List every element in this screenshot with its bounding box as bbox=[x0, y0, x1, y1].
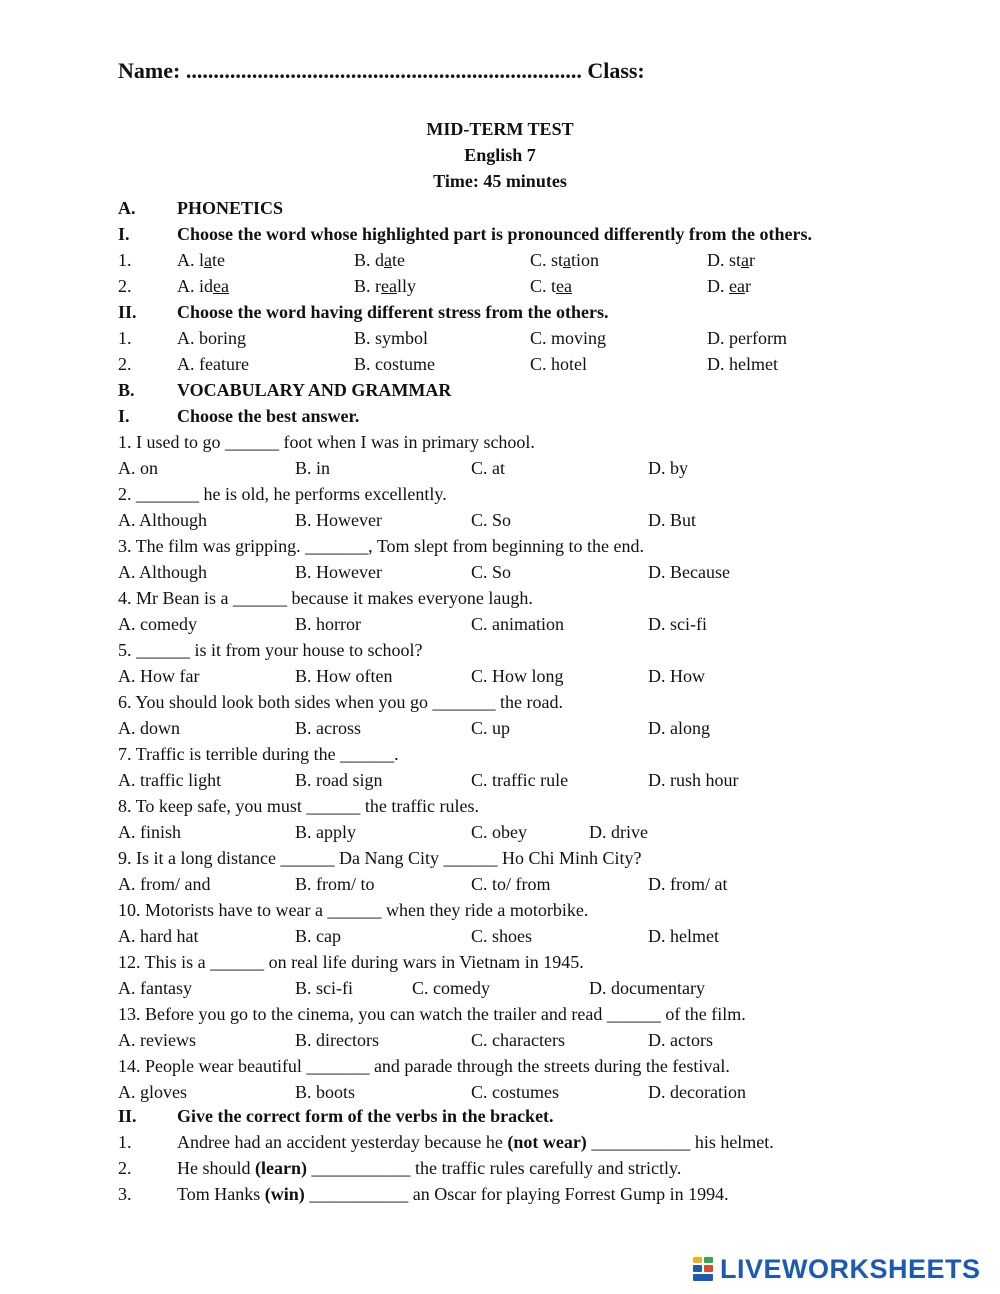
option-b[interactable]: B. How often bbox=[295, 666, 393, 686]
liveworksheets-logo-icon bbox=[692, 1256, 716, 1282]
option-b[interactable]: B. across bbox=[295, 718, 361, 738]
option-c[interactable]: C. up bbox=[471, 718, 511, 738]
option-b[interactable]: B. boots bbox=[295, 1082, 356, 1102]
phonetics-question-1: 1. A. late B. date C. station D. star bbox=[118, 250, 756, 270]
question-6-text: 6. You should look both sides when you go _______ the road. bbox=[118, 692, 563, 712]
stress-question-2: 2. A. feature B. costume C. hotel D. helmet bbox=[118, 354, 778, 374]
option-c[interactable]: C. How long bbox=[471, 666, 564, 686]
option-c[interactable]: C. obey bbox=[471, 822, 527, 842]
option-d[interactable]: D. sci-fi bbox=[648, 614, 707, 634]
option-c[interactable]: C. tea bbox=[530, 276, 572, 296]
answer-blank[interactable]: ___________ an Oscar for playing Forrest Gump in 1994. bbox=[304, 1184, 729, 1204]
name-class-line bbox=[118, 58, 645, 84]
question-1-text: 1. I used to go ______ foot when I was in primary school. bbox=[118, 432, 535, 452]
brand-name: LIVEWORKSHEETS bbox=[720, 1253, 981, 1284]
option-d[interactable]: D. drive bbox=[589, 822, 648, 842]
question-5-text: 5. ______ is it from your house to school? bbox=[118, 640, 423, 660]
option-c[interactable]: C. comedy bbox=[412, 978, 490, 998]
option-a[interactable]: A. feature bbox=[177, 354, 249, 374]
question-12-text: 13. Before you go to the cinema, you can watch the trailer and read ______ of the film. bbox=[118, 1004, 746, 1024]
option-d[interactable]: D. along bbox=[648, 718, 710, 738]
option-d[interactable]: D. decoration bbox=[648, 1082, 746, 1102]
option-d[interactable]: D. But bbox=[648, 510, 697, 530]
test-title: MID-TERM TEST bbox=[426, 119, 574, 139]
option-a[interactable]: A. on bbox=[118, 458, 158, 478]
answer-blank[interactable]: ___________ his helmet. bbox=[586, 1132, 774, 1152]
option-c[interactable]: C. So bbox=[471, 510, 512, 530]
option-d[interactable]: D. helmet bbox=[707, 354, 778, 374]
verb-form-item-1: 1. Andree had an accident yesterday because he (not wear) ___________ his helmet. bbox=[118, 1132, 774, 1152]
option-a[interactable]: A. hard hat bbox=[118, 926, 199, 946]
question-4-text: 4. Mr Bean is a ______ because it makes everyone laugh. bbox=[118, 588, 533, 608]
question-11-text: 12. This is a ______ on real life during wars in Vietnam in 1945. bbox=[118, 952, 584, 972]
option-c[interactable]: C. characters bbox=[471, 1030, 565, 1050]
section-a-heading: A. PHONETICS bbox=[118, 198, 284, 218]
option-a[interactable]: A. from/ and bbox=[118, 874, 211, 894]
option-a[interactable]: A. reviews bbox=[118, 1030, 196, 1050]
option-d[interactable]: D. documentary bbox=[589, 978, 705, 998]
option-a[interactable]: A. down bbox=[118, 718, 180, 738]
section-b-part-i-instruction: I. Choose the best answer. bbox=[118, 406, 360, 426]
option-c[interactable]: C. shoes bbox=[471, 926, 533, 946]
option-c[interactable]: C. traffic rule bbox=[471, 770, 569, 790]
option-d[interactable]: D. star bbox=[707, 250, 756, 270]
option-d[interactable]: D. How bbox=[648, 666, 705, 686]
option-a[interactable]: A. fantasy bbox=[118, 978, 192, 998]
class-label: Class: bbox=[587, 58, 645, 83]
verb-form-item-2: 2. He should (learn) ___________ the traffic rules carefully and strictly. bbox=[118, 1158, 682, 1178]
option-a[interactable]: A. comedy bbox=[118, 614, 197, 634]
name-label: Name: bbox=[118, 58, 181, 83]
option-a[interactable]: A. finish bbox=[118, 822, 181, 842]
question-7-text: 7. Traffic is terrible during the ______. bbox=[118, 744, 399, 764]
option-a[interactable]: A. Although bbox=[118, 510, 208, 530]
test-time: Time: 45 minutes bbox=[433, 171, 567, 191]
option-d[interactable]: D. perform bbox=[707, 328, 787, 348]
option-a[interactable]: A. idea bbox=[177, 276, 229, 296]
option-b[interactable]: B. really bbox=[354, 276, 416, 296]
option-c[interactable]: C. animation bbox=[471, 614, 564, 634]
option-b[interactable]: B. sci-fi bbox=[295, 978, 353, 998]
section-a-part-ii-instruction: II. Choose the word having different stress from the others. bbox=[118, 302, 609, 322]
option-b[interactable]: B. costume bbox=[354, 354, 435, 374]
option-c[interactable]: C. costumes bbox=[471, 1082, 559, 1102]
option-a[interactable]: A. late bbox=[177, 250, 225, 270]
name-dots[interactable]: ........................................................................ bbox=[185, 58, 582, 83]
question-10-text: 10. Motorists have to wear a ______ when they ride a motorbike. bbox=[118, 900, 589, 920]
option-c[interactable]: C. at bbox=[471, 458, 505, 478]
option-a[interactable]: A. traffic light bbox=[118, 770, 222, 790]
option-b[interactable]: B. from/ to bbox=[295, 874, 375, 894]
question-13-text: 14. People wear beautiful _______ and parade through the streets during the festival. bbox=[118, 1056, 730, 1076]
test-subject: English 7 bbox=[464, 145, 536, 165]
option-d[interactable]: D. ear bbox=[707, 276, 751, 296]
option-b[interactable]: B. However bbox=[295, 510, 382, 530]
option-d[interactable]: D. actors bbox=[648, 1030, 713, 1050]
option-d[interactable]: D. rush hour bbox=[648, 770, 739, 790]
option-d[interactable]: D. from/ at bbox=[648, 874, 728, 894]
question-3-text: 3. The film was gripping. _______, Tom slept from beginning to the end. bbox=[118, 536, 645, 556]
option-b[interactable]: B. symbol bbox=[354, 328, 429, 348]
option-c[interactable]: C. hotel bbox=[530, 354, 587, 374]
option-b[interactable]: B. apply bbox=[295, 822, 356, 842]
stress-question-1: 1. A. boring B. symbol C. moving D. perform bbox=[118, 328, 787, 348]
answer-blank[interactable]: ___________ the traffic rules carefully and strictly. bbox=[306, 1158, 682, 1178]
phonetics-question-2: 2. A. idea B. really C. tea D. ear bbox=[118, 276, 751, 296]
option-c[interactable]: C. station bbox=[530, 250, 600, 270]
section-b-part-ii-instruction: II. Give the correct form of the verbs in the bracket. bbox=[118, 1106, 554, 1126]
option-a[interactable]: A. gloves bbox=[118, 1082, 187, 1102]
option-b[interactable]: B. in bbox=[295, 458, 331, 478]
question-2-text: 2. _______ he is old, he performs excellently. bbox=[118, 484, 447, 504]
liveworksheets-logo bbox=[692, 1254, 981, 1284]
option-a[interactable]: A. How far bbox=[118, 666, 200, 686]
option-d[interactable]: D. Because bbox=[648, 562, 730, 582]
verb-form-item-3: 3. Tom Hanks (win) ___________ an Oscar for playing Forrest Gump in 1994. bbox=[118, 1184, 729, 1204]
question-9-text: 9. Is it a long distance ______ Da Nang City ______ Ho Chi Minh City? bbox=[118, 848, 642, 868]
option-d[interactable]: D. by bbox=[648, 458, 688, 478]
option-c[interactable]: C. to/ from bbox=[471, 874, 551, 894]
section-a-part-i-instruction: I. Choose the word whose highlighted part is pronounced differently from the others. bbox=[118, 224, 813, 244]
option-c[interactable]: C. So bbox=[471, 562, 512, 582]
option-b[interactable]: B. horror bbox=[295, 614, 361, 634]
section-b-heading: B. VOCABULARY AND GRAMMAR bbox=[118, 380, 452, 400]
option-a[interactable]: A. Although bbox=[118, 562, 208, 582]
option-b[interactable]: B. road sign bbox=[295, 770, 383, 790]
option-c[interactable]: C. moving bbox=[530, 328, 607, 348]
question-8-text: 8. To keep safe, you must ______ the traffic rules. bbox=[118, 796, 479, 816]
option-b[interactable]: B. directors bbox=[295, 1030, 379, 1050]
option-d[interactable]: D. helmet bbox=[648, 926, 719, 946]
option-a[interactable]: A. boring bbox=[177, 328, 246, 348]
option-b[interactable]: B. However bbox=[295, 562, 382, 582]
option-b[interactable]: B. cap bbox=[295, 926, 341, 946]
option-b[interactable]: B. date bbox=[354, 250, 406, 270]
